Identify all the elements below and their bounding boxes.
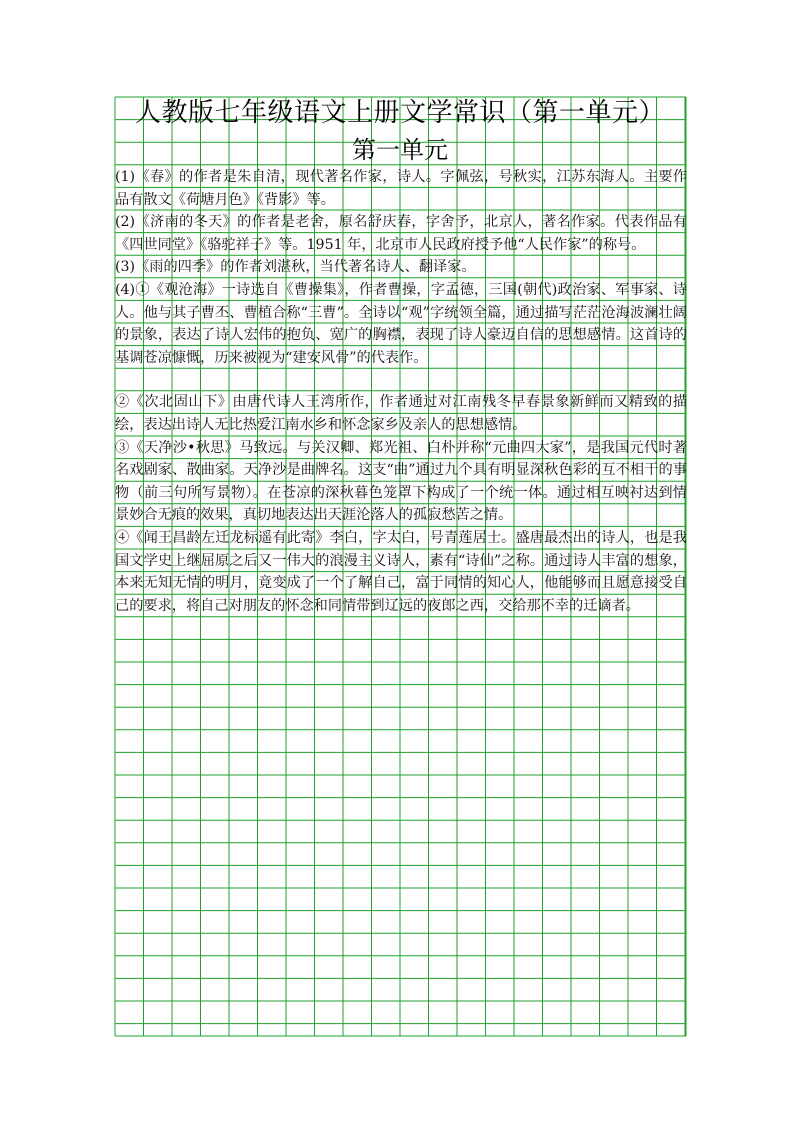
section-title: 第一单元 [352,136,448,164]
paragraph-1: (1)《春》的作者是朱自清，现代著名作家，诗人。字佩弦，号秋实，江苏东海人。主要作品有散文《荷塘月色》《背影》等。 [115,169,687,208]
paragraph-7: ④《闻王昌龄左迁龙标遥有此寄》李白，字太白，号青莲居士。盛唐最杰出的诗人，也是我国文学史上继屈原之后又一伟大的浪漫主义诗人，素有“诗仙”之称。通过诗人丰富的想象，本来无知无情的明月，竟变成了一个了解自己，富于同情的知心人，他能够而且愿意接受自己的要求，将自己对朋友的怀念和同情带到辽远的夜郎之西，交给那不幸的迁谪者。 [115,529,687,614]
paragraph-5: ②《次北固山下》由唐代诗人王湾所作，作者通过对江南残冬早春景象新鲜而又精致的描绘，表达出诗人无比热爱江南水乡和怀念家乡及亲人的思想感情。 [115,394,687,433]
paragraph-2: (2)《济南的冬天》的作者是老舍，原名舒庆春，字舍予，北京人，著名作家。代表作品有《四世同堂》《骆驼祥子》等。1951 年，北京市人民政府授予他“人民作家”的称号。 [115,214,687,253]
document-body [115,166,687,617]
document-title: 人教版七年级语文上册文学常识（第一单元） [134,98,665,128]
paragraph-3: (3)《雨的四季》的作者刘湛秋，当代著名诗人、翻译家。 [115,259,476,276]
paragraph-6: ③《天净沙•秋思》马致远。与关汉卿、郑光祖、白朴并称“元曲四大家”，是我国元代时著名戏剧家、散曲家。天净沙是曲牌名。这支“曲”通过九个具有明显深秋色彩的互不相干的事物（前三句所写景物）。在苍凉的深秋暮色笼罩下构成了一个统一体。通过相互映衬达到情景妙合无痕的效果，真切地表达出天涯沦落人的孤寂愁苦之情。 [115,439,687,524]
paragraph-4: (4)①《观沧海》一诗选自《曹操集》，作者曹操，字孟德，三国(朝代)政治家、军事家、诗人。他与其子曹丕、曹植合称“三曹”。全诗以“观”字统领全篇，通过描写茫茫沧海波澜壮阔的景象，表达了诗人宏伟的抱负、宽广的胸襟，表现了诗人豪迈自信的思想感情。这首诗的基调苍凉慷慨，历来被视为“建安风骨”的代表作。 [115,281,687,366]
